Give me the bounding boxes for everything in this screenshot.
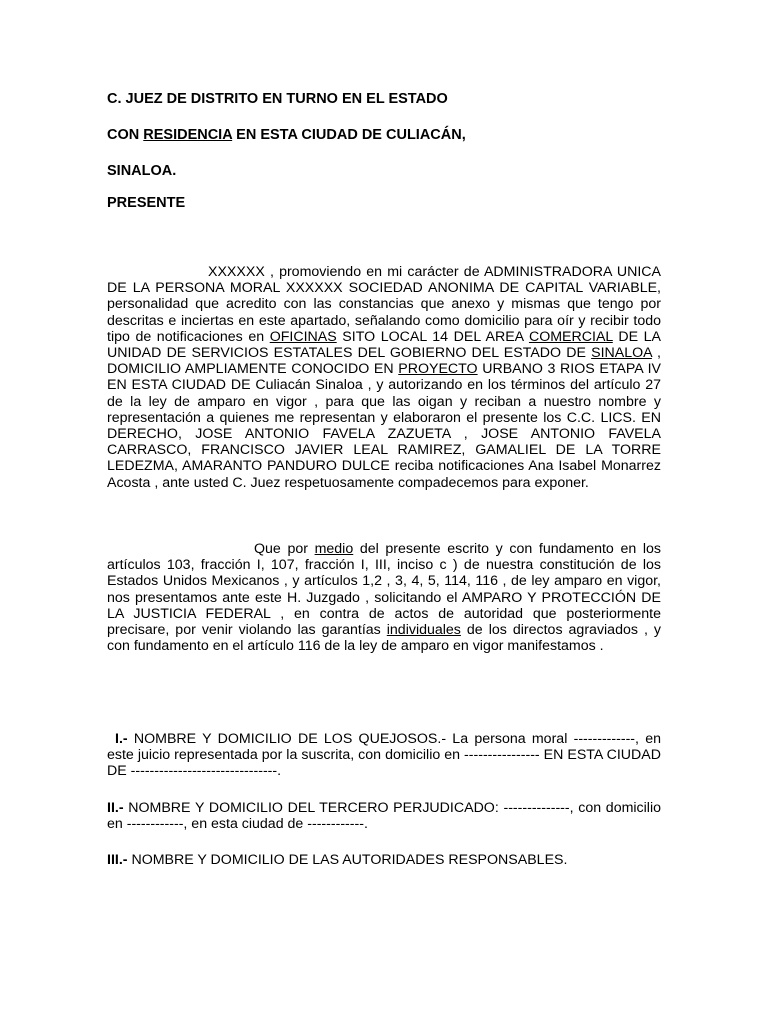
section-number-iii: III.- xyxy=(107,852,128,868)
presente-text: PRESENTE xyxy=(107,195,186,211)
intro-text-2: SITO LOCAL 14 DEL AREA xyxy=(336,328,529,345)
section-quejosos-text: NOMBRE Y DOMICILIO DE LOS QUEJOSOS.- La persona moral -------------, en este juicio representada por la suscrita, con domicilio en ---------------- EN ESTA CIUDAD DE -------------------------------. xyxy=(107,731,661,780)
addressee-line-3 xyxy=(107,162,176,180)
addressee-text-3: SINALOA. xyxy=(107,163,177,179)
addressee-text-2b: EN ESTA CIUDAD DE CULIACÁN, xyxy=(232,127,466,143)
section-tercero-perjudicado xyxy=(107,800,661,832)
petition-text-3: de los directos agraviados , y con fundamento en el artículo 116 de la ley de amparo en vigor manifestamos . xyxy=(107,622,662,655)
underlined-word-comercial: COMERCIAL xyxy=(528,328,613,345)
petition-text-2: del presente escrito y con fundamento en los artículos 103, fracción I, 107, fracción I, III, inciso c ) de nuestra constitución de los Estados Unidos Mexicanos , y artículos 1,2 , 3, 4, 5, 114, 116 , de ley amparo en vigor, nos presentamos ante este H. Juzgado , solicitando el AMPARO Y PROTECCIÓN DE LA JUSTICIA FEDERAL , en contra de actos de autoridad que posteriormente precisare, por venir violando las garantías xyxy=(107,541,661,639)
presente-heading xyxy=(107,194,185,212)
section-autoridades-text: NOMBRE Y DOMICILIO DE LAS AUTORIDADES RESPONSABLES. xyxy=(127,852,568,868)
addressee-text-1: C. JUEZ DE DISTRITO EN TURNO EN EL ESTADO xyxy=(107,91,448,107)
intro-text-4: , DOMICILIO AMPLIAMENTE CONOCIDO EN xyxy=(107,345,661,378)
intro-text-5: URBANO 3 RIOS ETAPA IV EN ESTA CIUDAD DE Culiacán Sinaloa , y autorizando en los términos del artículo 27 de la ley de amparo en vigor , para que las oigan y reciban a nuestro nombre y representación a quienes me representan y elaboraron el presente los C.C. LICS. EN DERECHO, JOSE ANTONIO FAVELA ZAZUETA , JOSE ANTONIO FAVELA CARRASCO, FRANCISCO JAVIER LEAL RAMIREZ, GAMALIEL DE LA TORRE LEDEZMA, AMARANTO PANDURO DULCE reciba notificaciones Ana Isabel Monarrez Acosta , ante usted C. Juez respetuosamente compadecemos para exponer. xyxy=(107,361,662,491)
petition-text-1: Que por xyxy=(254,541,315,557)
underlined-word-proyecto: PROYECTO xyxy=(398,361,478,378)
section-number-ii: II.- xyxy=(107,800,124,816)
underlined-word-residencia: RESIDENCIA xyxy=(143,127,233,143)
petition-paragraph xyxy=(107,541,661,654)
intro-paragraph xyxy=(107,264,661,491)
underlined-word-individuales: individuales xyxy=(386,622,461,639)
section-quejosos xyxy=(107,731,661,780)
underlined-word-sinaloa: SINALOA xyxy=(591,345,652,362)
section-number-i: I.- xyxy=(115,731,128,747)
intro-text-1: XXXXXX , promoviendo en mi carácter de ADMINISTRADORA UNICA DE LA PERSONA MORAL XXXXXX SOCIEDAD ANONIMA DE CAPITAL VARIABLE, personalidad que acredito con las constancias que anexo y mismas que tengo por descritas e inciertas en este apartado, señalando como domicilio para oír y recibir todo tipo de notificaciones en xyxy=(107,264,661,345)
section-autoridades xyxy=(107,852,661,868)
addressee-line-1 xyxy=(107,90,448,108)
addressee-text-2a: CON xyxy=(107,127,144,143)
intro-text-3: DE LA UNIDAD DE SERVICIOS ESTATALES DEL GOBIERNO DEL ESTADO DE xyxy=(107,328,661,362)
section-tercero-text: NOMBRE Y DOMICILIO DEL TERCERO PERJUDICADO: --------------, con domicilio en ------------, en esta ciudad de ------------. xyxy=(107,800,661,833)
addressee-line-2 xyxy=(107,126,466,144)
underlined-word-oficinas: OFICINAS xyxy=(269,328,337,345)
underlined-word-medio: medio xyxy=(314,541,354,557)
